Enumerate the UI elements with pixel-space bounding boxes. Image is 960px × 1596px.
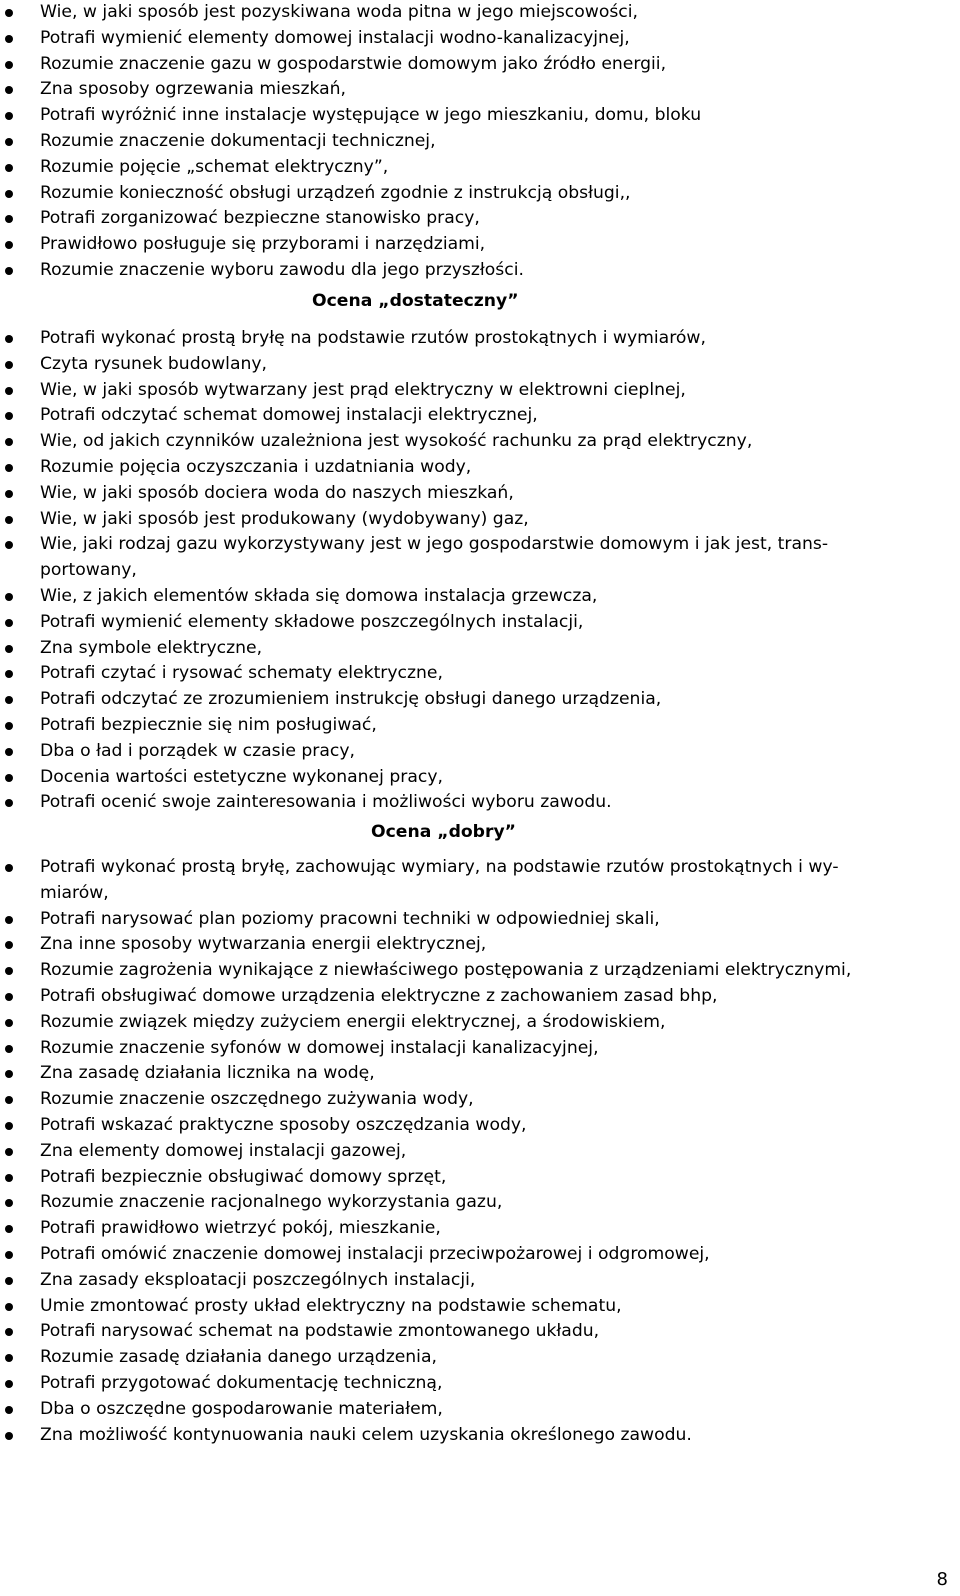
list-item — [0, 932, 960, 958]
list-item-text: Potrafi przygotować dokumentację techniczną, — [40, 1372, 443, 1393]
list-item-text: Dba o ład i porządek w czasie pracy, — [40, 740, 355, 761]
list-item — [0, 52, 960, 78]
list-item-text: Rozumie zagrożenia wynikające z niewłaściwego postępowania z urządzeniami elektrycznymi, — [40, 960, 852, 981]
bullet-icon — [5, 490, 13, 498]
list-item-text: Wie, od jakich czynników uzależniona jest wysokość rachunku za prąd elektryczny, — [40, 431, 753, 452]
list-item-text: Rozumie znaczenie racjonalnego wykorzystania gazu, — [40, 1192, 503, 1213]
bullet-icon — [5, 993, 13, 1001]
list-item — [0, 1216, 960, 1242]
bullet-icon — [5, 1380, 13, 1388]
list-item — [0, 855, 960, 907]
bullet-icon — [5, 1406, 13, 1414]
list-item-text: Zna zasady eksploatacji poszczególnych instalacji, — [40, 1269, 476, 1290]
bullet-icon — [5, 215, 13, 223]
list-item — [0, 636, 960, 662]
list-item — [0, 907, 960, 933]
grade-heading-dostateczny: Ocena „dostateczny” — [312, 291, 519, 311]
requirements-list — [0, 0, 960, 284]
list-item-text: Potrafi wykonać prostą bryłę na podstawie rzutów prostokątnych i wymiarów, — [40, 328, 706, 348]
bullet-icon — [5, 1096, 13, 1104]
bullet-icon — [5, 748, 13, 756]
list-item-text: Dba o oszczędne gospodarowanie materiałem, — [40, 1398, 443, 1419]
list-item-text: Wie, z jakich elementów składa się domowa instalacja grzewcza, — [40, 585, 598, 606]
list-item — [0, 181, 960, 207]
list-item — [0, 1113, 960, 1139]
list-item-text: Potrafi bezpiecznie obsługiwać domowy sprzęt, — [40, 1166, 447, 1187]
list-item — [0, 584, 960, 610]
list-item — [0, 77, 960, 103]
list-item — [0, 1061, 960, 1087]
list-item — [0, 481, 960, 507]
list-item-text: Rozumie pojęcie „schemat elektryczny”, — [40, 156, 389, 177]
bullet-icon — [5, 1354, 13, 1362]
bullet-icon — [5, 916, 13, 924]
list-item-text: Wie, w jaki sposób dociera woda do naszych mieszkań, — [40, 482, 514, 503]
list-item-text: Potrafi odczytać schemat domowej instalacji elektrycznej, — [40, 405, 538, 426]
list-item-text: Rozumie zasadę działania danego urządzenia, — [40, 1347, 437, 1368]
bullet-icon — [5, 335, 13, 343]
list-item-text: Potrafi wskazać praktyczne sposoby oszczędzania wody, — [40, 1114, 527, 1135]
list-item — [0, 103, 960, 129]
list-item — [0, 687, 960, 713]
list-item-text: Docenia wartości estetyczne wykonanej pracy, — [40, 766, 443, 787]
list-item-text: Zna inne sposoby wytwarzania energii elektrycznej, — [40, 934, 487, 955]
list-item — [0, 326, 960, 352]
list-item — [0, 1319, 960, 1345]
bullet-icon — [5, 967, 13, 975]
bullet-icon — [5, 1148, 13, 1156]
bullet-icon — [5, 1251, 13, 1259]
list-item-text: Umie zmontować prosty układ elektryczny na podstawie schematu, — [40, 1295, 622, 1316]
list-item-text: Rozumie znaczenie dokumentacji technicznej, — [40, 130, 436, 151]
list-item — [0, 1371, 960, 1397]
list-item — [0, 1190, 960, 1216]
list-item-text: Zna symbole elektryczne, — [40, 637, 263, 658]
bullet-icon — [5, 61, 13, 69]
list-item-text: Zna zasadę działania licznika na wodę, — [40, 1063, 375, 1084]
list-item — [0, 790, 960, 816]
bullet-icon — [5, 138, 13, 146]
list-item-text: Wie, w jaki sposób wytwarzany jest prąd elektryczny w elektrowni cieplnej, — [40, 379, 686, 400]
bullet-icon — [5, 619, 13, 627]
list-item — [0, 739, 960, 765]
bullet-icon — [5, 361, 13, 369]
list-item — [0, 455, 960, 481]
list-item — [0, 507, 960, 533]
list-item — [0, 0, 960, 26]
list-item-text: Prawidłowo posługuje się przyborami i narzędziami, — [40, 234, 486, 255]
bullet-icon — [5, 412, 13, 420]
list-item — [0, 713, 960, 739]
bullet-icon — [5, 941, 13, 949]
list-item — [0, 610, 960, 636]
list-item-text: Potrafi odczytać ze zrozumieniem instrukcję obsługi danego urządzenia, — [40, 689, 662, 710]
list-item — [0, 765, 960, 791]
list-item-text: Wie, w jaki sposób jest pozyskiwana woda pitna w jego miejscowości, — [40, 2, 638, 22]
list-item — [0, 403, 960, 429]
bullet-icon — [5, 799, 13, 807]
bullet-icon — [5, 1174, 13, 1182]
list-item-text: Rozumie znaczenie syfonów w domowej instalacji kanalizacyjnej, — [40, 1037, 599, 1058]
list-item — [0, 129, 960, 155]
list-item — [0, 206, 960, 232]
bullet-icon — [5, 164, 13, 172]
list-item-text: Potrafi narysować schemat na podstawie zmontowanego układu, — [40, 1321, 600, 1342]
list-item-text: Zna możliwość kontynuowania nauki celem uzyskania określonego zawodu. — [40, 1424, 692, 1445]
bullet-icon — [5, 1432, 13, 1440]
list-item-text: Zna elementy domowej instalacji gazowej, — [40, 1140, 407, 1161]
list-item — [0, 1345, 960, 1371]
bullet-icon — [5, 864, 13, 872]
list-item-text: Rozumie znaczenie gazu w gospodarstwie domowym jako źródło energii, — [40, 53, 667, 74]
list-item — [0, 1165, 960, 1191]
list-item — [0, 155, 960, 181]
bullet-icon — [5, 1045, 13, 1053]
bullet-icon — [5, 387, 13, 395]
bullet-icon — [5, 1122, 13, 1130]
list-item-text: Potrafi czytać i rysować schematy elektryczne, — [40, 663, 443, 684]
list-item — [0, 429, 960, 455]
bullet-icon — [5, 541, 13, 549]
requirements-list-dostateczny — [0, 326, 960, 816]
bullet-icon — [5, 1199, 13, 1207]
list-item-text: Potrafi wymienić elementy domowej instalacji wodno-kanalizacyjnej, — [40, 27, 630, 48]
bullet-icon — [5, 1070, 13, 1078]
list-item-text: Rozumie związek między zużyciem energii elektrycznej, a środowiskiem, — [40, 1011, 666, 1032]
list-item — [0, 1036, 960, 1062]
bullet-icon — [5, 1328, 13, 1336]
list-item-text: Wie, w jaki sposób jest produkowany (wydobywany) gaz, — [40, 508, 529, 529]
bullet-icon — [5, 438, 13, 446]
bullet-icon — [5, 722, 13, 730]
bullet-icon — [5, 696, 13, 704]
list-item — [0, 1423, 960, 1449]
bullet-icon — [5, 35, 13, 43]
list-item-text: Zna sposoby ogrzewania mieszkań, — [40, 79, 347, 100]
bullet-icon — [5, 1225, 13, 1233]
bullet-icon — [5, 112, 13, 120]
bullet-icon — [5, 645, 13, 653]
list-item — [0, 26, 960, 52]
page-number: 8 — [936, 1569, 948, 1590]
list-item-text: Potrafi obsługiwać domowe urządzenia elektryczne z zachowaniem zasad bhp, — [40, 985, 718, 1006]
list-item-text: Rozumie konieczność obsługi urządzeń zgodnie z instrukcją obsługi,, — [40, 182, 631, 203]
bullet-icon — [5, 670, 13, 678]
list-item-text: Potrafi ocenić swoje zainteresowania i możliwości wyboru zawodu. — [40, 792, 612, 813]
bullet-icon — [5, 267, 13, 275]
bullet-icon — [5, 516, 13, 524]
list-item-text: Wie, jaki rodzaj gazu wykorzystywany jest w jego gospodarstwie domowym i jak jest, trans- portowany, — [40, 534, 829, 581]
list-item-text: Potrafi wymienić elementy składowe poszczególnych instalacji, — [40, 611, 584, 632]
list-item — [0, 1087, 960, 1113]
bullet-icon — [5, 1019, 13, 1027]
bullet-icon — [5, 190, 13, 198]
list-item-text: Potrafi wykonać prostą bryłę, zachowując wymiary, na podstawie rzutów prostokątnych i wy- miarów, — [40, 857, 839, 903]
list-item — [0, 1294, 960, 1320]
list-item-text: Potrafi narysować plan poziomy pracowni techniki w odpowiedniej skali, — [40, 908, 660, 929]
list-item-text: Rozumie pojęcia oczyszczania i uzdatniania wody, — [40, 456, 472, 477]
list-item — [0, 958, 960, 984]
list-item — [0, 984, 960, 1010]
bullet-icon — [5, 9, 13, 17]
bullet-icon — [5, 1277, 13, 1285]
list-item-text: Potrafi bezpiecznie się nim posługiwać, — [40, 714, 377, 735]
list-item — [0, 1242, 960, 1268]
bullet-icon — [5, 593, 13, 601]
bullet-icon — [5, 774, 13, 782]
list-item — [0, 532, 960, 584]
list-item — [0, 1139, 960, 1165]
list-item-text: Rozumie znaczenie oszczędnego zużywania wody, — [40, 1089, 474, 1110]
list-item — [0, 661, 960, 687]
list-item — [0, 258, 960, 284]
list-item — [0, 1397, 960, 1423]
list-item-text: Potrafi prawidłowo wietrzyć pokój, mieszkanie, — [40, 1218, 441, 1239]
list-item — [0, 1010, 960, 1036]
grade-heading-dobry: Ocena „dobry” — [371, 822, 516, 842]
list-item-text: Potrafi wyróżnić inne instalacje występujące w jego mieszkaniu, domu, bloku — [40, 105, 702, 126]
list-item — [0, 232, 960, 258]
bullet-icon — [5, 464, 13, 472]
list-item — [0, 1268, 960, 1294]
bullet-icon — [5, 86, 13, 94]
requirements-list-dobry — [0, 855, 960, 1448]
list-item-text: Czyta rysunek budowlany, — [40, 353, 268, 374]
list-item-text: Rozumie znaczenie wyboru zawodu dla jego przyszłości. — [40, 259, 524, 280]
bullet-icon — [5, 241, 13, 249]
list-item-text: Potrafi zorganizować bezpieczne stanowisko pracy, — [40, 208, 480, 229]
list-item — [0, 352, 960, 378]
list-item — [0, 378, 960, 404]
bullet-icon — [5, 1303, 13, 1311]
list-item-text: Potrafi omówić znaczenie domowej instalacji przeciwpożarowej i odgromowej, — [40, 1243, 710, 1264]
